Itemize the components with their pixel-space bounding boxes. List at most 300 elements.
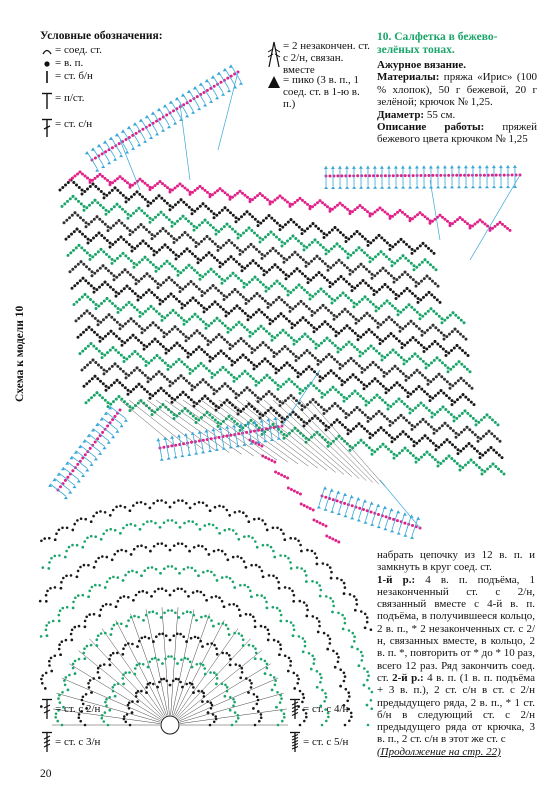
chain-dot [134, 350, 137, 353]
chain-dot [182, 333, 185, 336]
chain-dot [122, 647, 125, 650]
chain-dot [144, 242, 147, 245]
chain-dot [119, 191, 122, 194]
chain-dot [423, 277, 426, 280]
chain-dot [144, 256, 147, 259]
chain-dot [286, 361, 289, 364]
chain-dot [93, 331, 96, 334]
chain-dot [452, 429, 455, 432]
chain-dot [212, 270, 215, 273]
chain-dot [296, 321, 299, 324]
chain-dot [241, 309, 244, 312]
chain-dot [48, 660, 51, 663]
chain-dot [296, 491, 299, 494]
chain-dot [243, 213, 246, 216]
chain-dot [113, 381, 116, 384]
chain-dot [122, 527, 125, 530]
chain-dot [157, 588, 160, 591]
chain-dot [242, 638, 245, 641]
chain-dot [282, 315, 285, 318]
chain-dot [406, 287, 409, 290]
chain-dot [273, 351, 276, 354]
chain-dot [105, 370, 108, 373]
chain-dot [277, 581, 280, 584]
chain-dot [215, 214, 218, 217]
chain-dot [201, 290, 204, 293]
chain-dot [457, 316, 460, 319]
chain-dot [347, 414, 350, 417]
chain-dot [423, 346, 426, 349]
chain-dot [233, 380, 236, 383]
chain-dot [236, 192, 239, 195]
chain-dot [443, 441, 446, 444]
chain-dot [71, 214, 74, 217]
chain-dot [342, 292, 345, 295]
chain-dot [332, 386, 335, 389]
chain-dot [139, 355, 142, 358]
chain-dot [420, 456, 423, 459]
chain-dot [403, 522, 406, 525]
stitch-line [134, 135, 139, 144]
chain-dot [189, 661, 192, 664]
chain-dot [199, 662, 202, 665]
chain-dot [203, 292, 206, 295]
chain-dot [357, 265, 360, 268]
chain-dot [74, 672, 77, 675]
chain-dot [219, 265, 222, 268]
chain-dot [301, 408, 304, 411]
chain-dot [164, 362, 167, 365]
chain-dot [97, 319, 100, 322]
chain-dot [96, 638, 99, 641]
chain-dot [40, 635, 43, 638]
chain-dot [172, 109, 175, 112]
chain-dot [382, 321, 385, 324]
chain-dot [270, 546, 273, 549]
chain-dot [363, 387, 366, 390]
chain-dot [460, 431, 463, 434]
chain-dot [158, 370, 161, 373]
chain-dot [464, 396, 467, 399]
chain-dot [236, 359, 239, 362]
chain-dot [277, 315, 280, 318]
chain-dot [405, 375, 408, 378]
chain-dot [224, 684, 227, 687]
chain-dot [101, 352, 104, 355]
chain-dot [323, 632, 326, 635]
chain-dot [409, 393, 412, 396]
chain-dot [168, 276, 171, 279]
chain-dot [112, 288, 115, 291]
chain-dot [388, 316, 391, 319]
chain-dot [117, 311, 120, 314]
chain-dot [65, 639, 68, 642]
chain-dot [73, 230, 76, 233]
picot-mark [208, 449, 212, 452]
chain-dot [163, 316, 166, 319]
chain-dot [231, 364, 234, 367]
chain-dot [352, 373, 355, 376]
picot-mark [471, 165, 475, 168]
chain-dot [119, 409, 122, 412]
chain-dot [64, 479, 67, 482]
chain-dot [170, 347, 173, 350]
chain-dot [277, 252, 280, 255]
chain-dot [190, 222, 193, 225]
chain-dot [450, 413, 453, 416]
chain-dot [136, 645, 139, 648]
chain-dot [101, 283, 104, 286]
chain-dot [332, 498, 335, 501]
chain-dot [168, 394, 171, 397]
chain-dot [150, 247, 153, 250]
chain-dot [86, 296, 89, 299]
chain-dot [328, 231, 331, 234]
chain-dot [287, 334, 290, 337]
chain-dot [136, 308, 139, 311]
picot-mark [436, 165, 440, 168]
chain-dot [366, 621, 369, 624]
chain-dot [247, 691, 250, 694]
chain-dot [177, 270, 180, 273]
chain-dot [308, 652, 311, 655]
chain-dot [405, 379, 408, 382]
chain-dot [157, 543, 160, 546]
chain-dot [170, 293, 173, 296]
chain-dot [256, 410, 259, 413]
chain-dot [343, 327, 346, 330]
picot-mark [471, 185, 475, 188]
chain-dot [243, 560, 246, 563]
chain-dot [439, 462, 442, 465]
picot-mark [464, 165, 468, 168]
chain-dot [293, 687, 296, 690]
chain-dot [264, 626, 267, 629]
chain-dot [180, 374, 183, 377]
chain-dot [348, 327, 351, 330]
chain-dot [408, 421, 411, 424]
chain-dot [339, 668, 342, 671]
chain-dot [247, 300, 250, 303]
chain-dot [379, 342, 382, 345]
picot-mark [217, 72, 221, 75]
chain-dot [324, 374, 327, 377]
chain-dot [405, 419, 408, 422]
chain-dot [357, 378, 360, 381]
chain-dot [92, 359, 95, 362]
picot-mark [363, 500, 367, 503]
chain-dot [320, 288, 323, 291]
chain-dot [394, 307, 397, 310]
chain-dot [116, 321, 119, 324]
chain-dot [423, 453, 426, 456]
chain-dot [79, 720, 82, 723]
chain-dot [374, 377, 377, 380]
chain-dot [466, 222, 469, 225]
chain-dot [407, 391, 410, 394]
chain-dot [76, 228, 79, 231]
chain-dot [484, 451, 487, 454]
chain-dot [48, 561, 51, 564]
chain-dot [217, 549, 220, 552]
chain-dot [263, 313, 266, 316]
chain-dot [90, 220, 93, 223]
chain-dot [327, 269, 330, 272]
chain-dot [404, 433, 407, 436]
chain-dot [286, 348, 289, 351]
chain-dot [209, 671, 212, 674]
chain-dot [372, 415, 375, 418]
chain-dot [500, 470, 503, 473]
picot-mark [450, 165, 454, 168]
chain-dot [494, 421, 497, 424]
chain-dot [415, 266, 418, 269]
chain-dot [481, 221, 484, 224]
chain-dot [138, 369, 141, 372]
chain-dot [327, 265, 330, 268]
chain-dot [314, 203, 317, 206]
legend-title: Условные обозначения: [40, 30, 163, 42]
chain-dot [134, 667, 137, 670]
stitch-line [59, 473, 67, 479]
chain-dot [300, 567, 303, 570]
chain-dot [404, 389, 407, 392]
chain-dot [142, 619, 145, 622]
chain-dot [273, 219, 276, 222]
chain-dot [425, 293, 428, 296]
description-paragraph: Описание работы: пряжей бежевого цвета крючком № 1,25 [377, 121, 537, 146]
chain-dot [63, 221, 66, 224]
chain-dot [225, 296, 228, 299]
chain-dot [87, 238, 90, 241]
chain-dot [146, 214, 149, 217]
chain-dot [334, 539, 337, 542]
chain-dot [146, 272, 149, 275]
chain-dot [350, 235, 353, 238]
chain-dot [145, 691, 148, 694]
chain-dot [305, 305, 308, 308]
chain-dot [101, 714, 104, 717]
chain-dot [106, 283, 109, 286]
chain-dot [391, 440, 394, 443]
chain-dot [299, 373, 302, 376]
chain-dot [85, 225, 88, 228]
chain-dot [401, 273, 404, 276]
chain-dot [395, 337, 398, 340]
chain-dot [247, 359, 250, 362]
chain-dot [142, 226, 145, 229]
chain-dot [273, 336, 276, 339]
chain-dot [280, 474, 283, 477]
chain-dot [413, 440, 416, 443]
chain-dot [431, 456, 434, 459]
chain-dot [207, 270, 210, 273]
chain-dot [182, 201, 185, 204]
chain-dot [192, 415, 195, 418]
chain-dot [405, 306, 408, 309]
chain-dot [127, 374, 130, 377]
chain-dot [320, 677, 323, 680]
chain-dot [187, 658, 190, 661]
chain-dot [58, 529, 61, 532]
chain-dot [221, 385, 224, 388]
chain-dot [154, 338, 157, 341]
chain-dot [298, 226, 301, 229]
chain-dot [249, 335, 252, 338]
chain-dot [370, 287, 373, 290]
chain-dot [317, 290, 320, 293]
chain-dot [235, 260, 238, 263]
chain-dot [129, 390, 132, 393]
chain-dot [130, 303, 133, 306]
chain-dot [387, 272, 390, 275]
chain-dot [240, 279, 243, 282]
chain-dot [265, 271, 268, 274]
chain-dot [58, 620, 61, 623]
chain-dot [242, 340, 245, 343]
chain-dot [220, 404, 223, 407]
chain-dot [275, 298, 278, 301]
chain-dot [133, 615, 136, 618]
chain-dot [247, 245, 250, 248]
chain-dot [193, 503, 196, 506]
chain-dot [210, 254, 213, 257]
chain-dot [269, 362, 272, 365]
chain-dot [343, 502, 346, 505]
chain-dot [256, 546, 259, 549]
chain-dot [417, 341, 420, 344]
stitch-line [158, 120, 163, 129]
chain-dot [209, 356, 212, 359]
chain-dot [288, 256, 291, 259]
chain-dot [343, 672, 346, 675]
chain-dot [341, 423, 344, 426]
chain-dot [469, 370, 472, 373]
chain-dot [424, 258, 427, 261]
chain-dot [359, 395, 362, 398]
chain-dot [368, 314, 371, 317]
chain-dot [431, 220, 434, 223]
chain-dot [419, 357, 422, 360]
chain-dot [446, 220, 449, 223]
chain-dot [400, 356, 403, 359]
chain-dot [248, 644, 251, 647]
chain-dot [355, 303, 358, 306]
chain-dot [296, 682, 299, 685]
chain-dot [470, 459, 473, 462]
chain-dot [458, 360, 461, 363]
chain-dot [141, 637, 144, 640]
chain-dot [167, 232, 170, 235]
chain-dot [165, 216, 168, 219]
chain-dot [310, 324, 313, 327]
chain-dot [334, 666, 337, 669]
chain-dot [96, 377, 99, 380]
chain-dot [281, 226, 284, 229]
chain-dot [260, 267, 263, 270]
chain-dot [401, 342, 404, 345]
chain-dot [313, 311, 316, 314]
chain-dot [358, 507, 361, 510]
chain-dot [242, 354, 245, 357]
chain-dot [105, 213, 108, 216]
chain-dot [292, 289, 295, 292]
chain-dot [394, 419, 397, 422]
chain-dot [266, 529, 269, 532]
chain-dot [357, 338, 360, 341]
chain-dot [113, 624, 116, 627]
chain-dot [285, 434, 288, 437]
chain-dot [404, 174, 407, 177]
chain-dot [134, 673, 137, 676]
chain-dot [355, 425, 358, 428]
chain-dot [137, 616, 140, 619]
chain-dot [266, 252, 269, 255]
chain-dot [77, 570, 80, 573]
stitch-line [146, 127, 151, 136]
chain-dot [318, 257, 321, 260]
chain-dot [141, 327, 144, 330]
chain-dot [190, 637, 193, 640]
chain-dot [121, 208, 124, 211]
chain-dot [166, 246, 169, 249]
chain-dot [249, 316, 252, 319]
chain-dot [190, 441, 193, 444]
chain-dot [92, 515, 95, 518]
chain-dot [164, 230, 167, 233]
chain-dot [292, 353, 295, 356]
chain-dot [234, 511, 237, 514]
chain-dot [104, 711, 107, 714]
chain-dot [121, 177, 124, 180]
chain-dot [181, 686, 184, 689]
chain-dot [250, 361, 253, 364]
chain-dot [369, 436, 372, 439]
picot-mark [485, 165, 489, 168]
chain-dot [258, 443, 261, 446]
picot-mark [101, 165, 105, 168]
chain-dot [210, 707, 213, 710]
chain-dot [256, 278, 259, 281]
chain-dot [311, 241, 314, 244]
chain-dot [276, 266, 279, 269]
chain-dot [143, 275, 146, 278]
chain-dot [206, 191, 209, 194]
chain-dot [107, 724, 110, 727]
chain-dot [227, 371, 230, 374]
stitch-line [359, 509, 362, 519]
chain-dot [274, 684, 277, 687]
chain-dot [245, 613, 248, 616]
chain-dot [336, 652, 339, 655]
chain-dot [144, 503, 147, 506]
chain-dot [143, 569, 146, 572]
chain-dot [234, 274, 237, 277]
chain-dot [189, 368, 192, 371]
chain-dot [67, 181, 70, 184]
chain-dot [108, 658, 111, 661]
chain-dot [364, 414, 367, 417]
chain-dot [103, 193, 106, 196]
chain-dot [413, 444, 416, 447]
picot-mark [499, 185, 503, 188]
chain-dot [265, 601, 268, 604]
chain-dot [199, 274, 202, 277]
hdc-icon [40, 92, 54, 110]
picot-mark [85, 151, 89, 154]
stitch-line [140, 131, 145, 140]
chain-dot [377, 366, 380, 369]
